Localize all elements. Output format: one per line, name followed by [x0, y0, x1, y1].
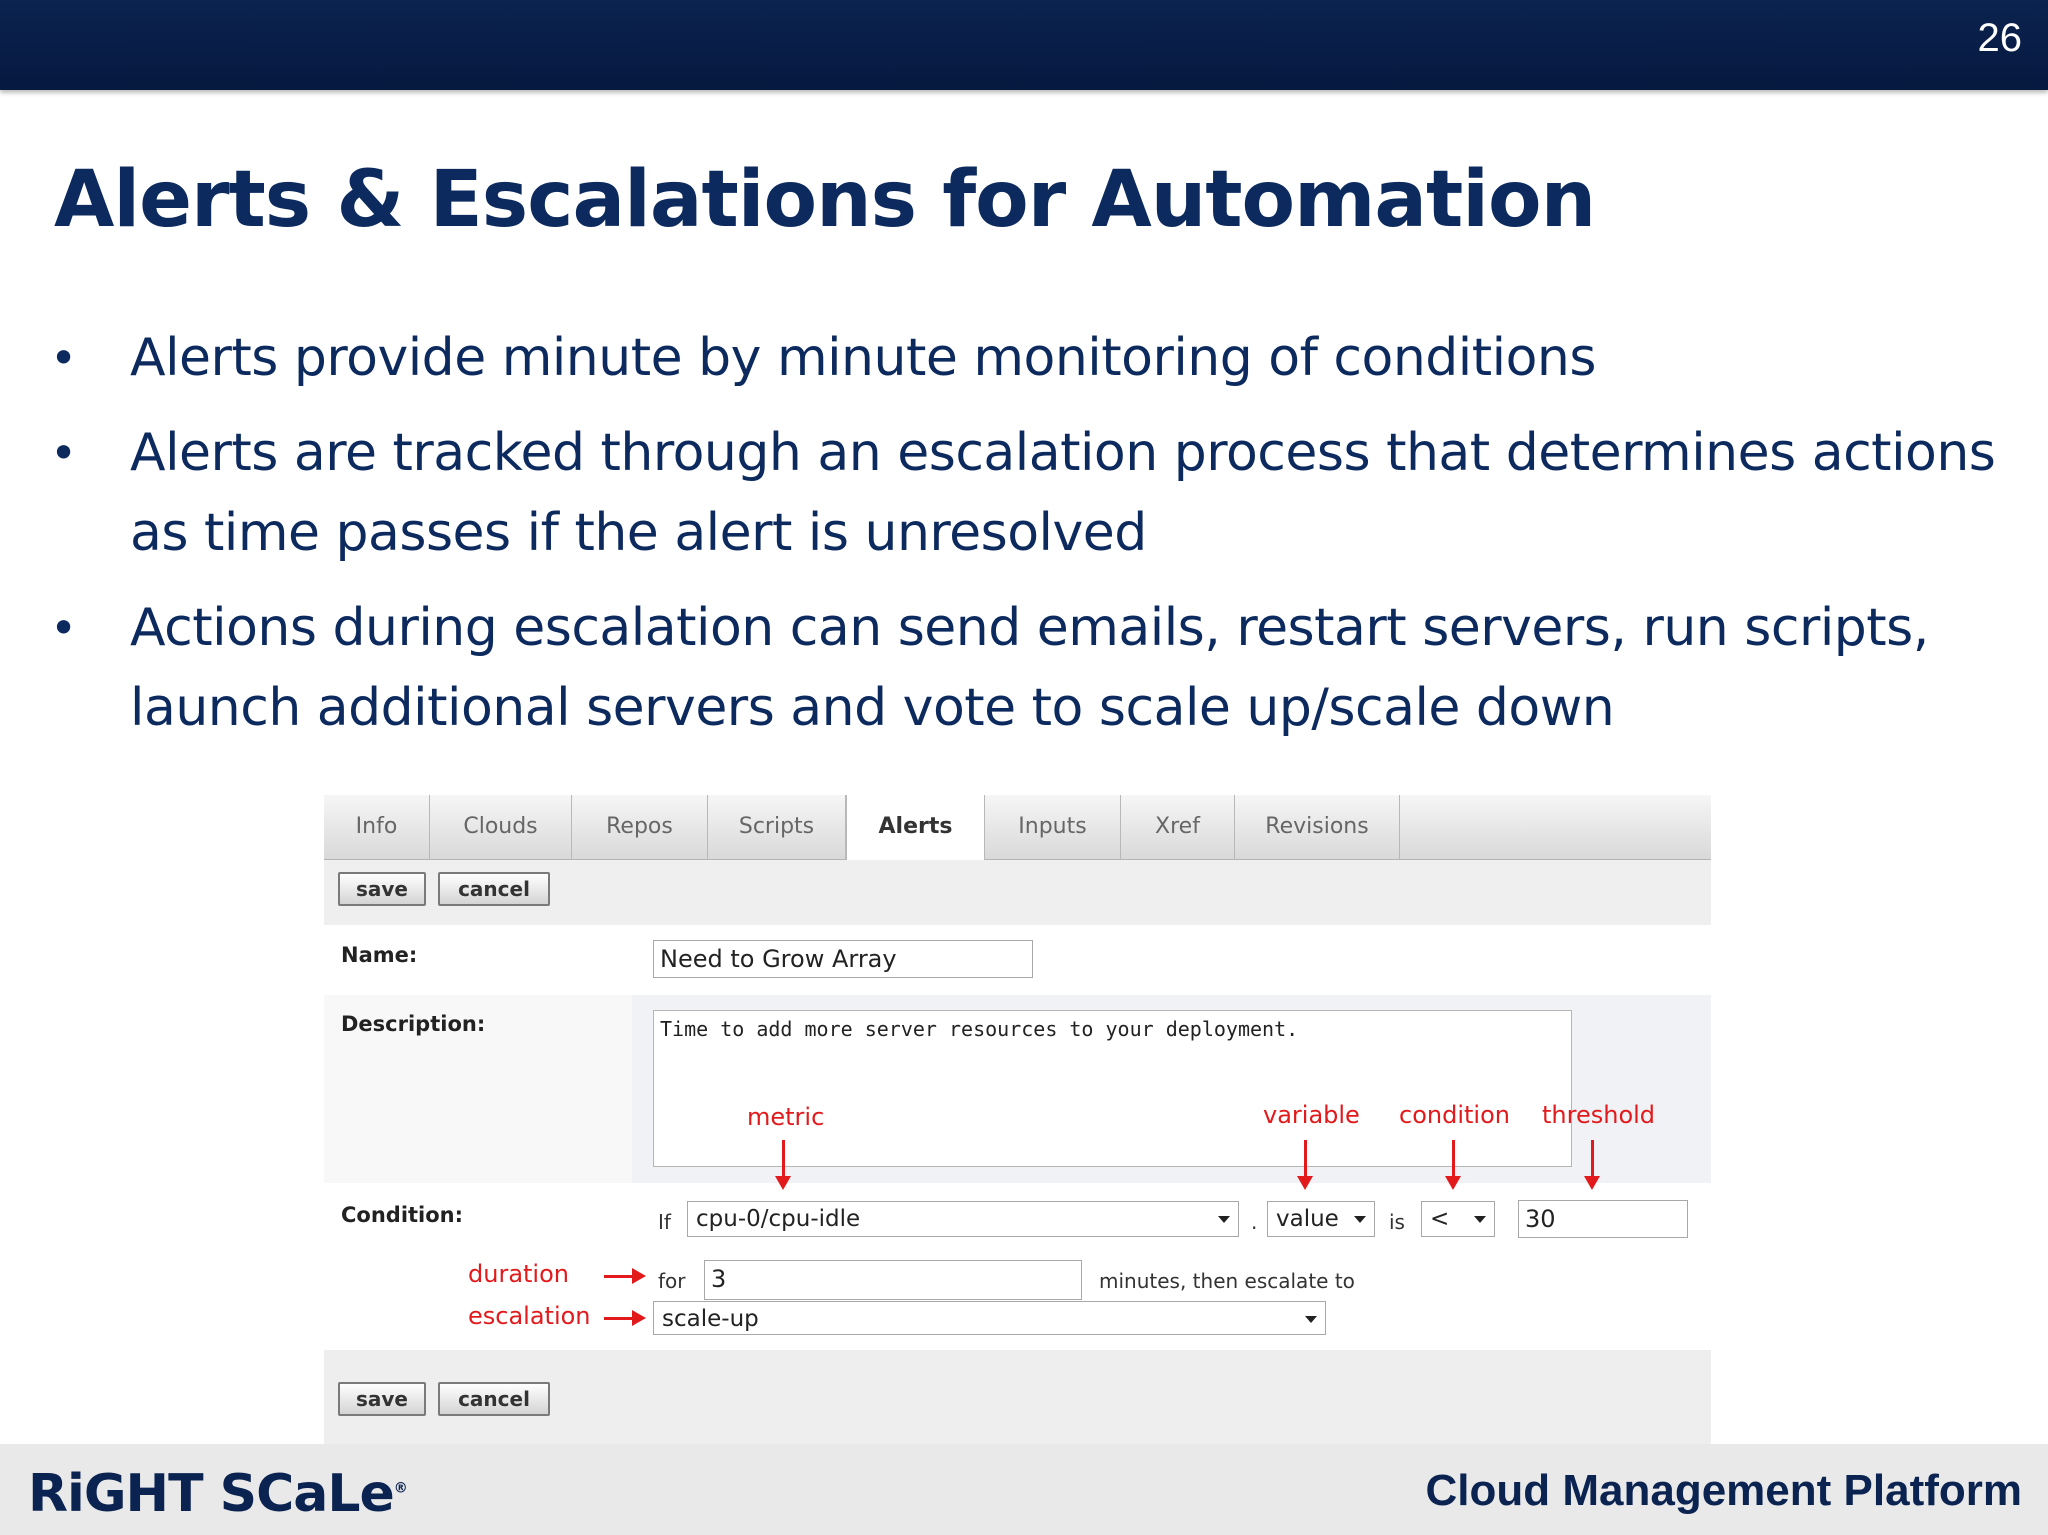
escalation-select[interactable] — [653, 1301, 1326, 1335]
duration-annotation: duration — [468, 1260, 569, 1288]
logo-text: RiGHT SCaLe — [28, 1464, 394, 1524]
escalation-value: scale-up — [662, 1306, 759, 1332]
tab-repos[interactable]: Repos — [572, 795, 708, 859]
name-label: Name: — [341, 943, 418, 967]
tab-info[interactable]: Info — [324, 795, 430, 859]
page-number: 26 — [1977, 16, 2022, 60]
condition-arrow — [1452, 1140, 1455, 1182]
variable-value: value — [1276, 1206, 1339, 1232]
duration-field[interactable]: 3 — [704, 1260, 1082, 1300]
chevron-down-icon — [1305, 1316, 1317, 1323]
threshold-annotation: threshold — [1542, 1101, 1656, 1129]
escalation-annotation: escalation — [468, 1302, 591, 1330]
tab-scripts[interactable]: Scripts — [708, 795, 846, 859]
operator-select[interactable] — [1421, 1201, 1495, 1237]
variable-select[interactable] — [1267, 1201, 1375, 1237]
condition-label: Condition: — [341, 1203, 464, 1227]
tab-alerts[interactable]: Alerts — [846, 795, 985, 860]
variable-annotation: variable — [1263, 1101, 1360, 1129]
header-bar — [0, 0, 2048, 90]
condition-annotation: condition — [1399, 1101, 1510, 1129]
save-button[interactable]: save — [338, 1382, 426, 1416]
tab-revisions[interactable]: Revisions — [1235, 795, 1400, 859]
footer-tagline: Cloud Management Platform — [1425, 1466, 2022, 1515]
description-label: Description: — [341, 1012, 486, 1036]
alert-editor-screenshot — [324, 795, 1711, 1445]
metric-select[interactable] — [687, 1201, 1239, 1237]
is-text: is — [1389, 1210, 1405, 1234]
bottom-button-row — [324, 1370, 1711, 1430]
chevron-down-icon — [1218, 1216, 1230, 1223]
tab-clouds[interactable]: Clouds — [430, 795, 572, 859]
bullet-item: • Alerts provide minute by minute monitoring of conditions — [50, 318, 2010, 398]
escalation-arrow — [604, 1317, 638, 1320]
if-text: If — [658, 1210, 671, 1234]
top-button-row — [324, 860, 1711, 925]
operator-value: < — [1430, 1206, 1450, 1232]
minutes-text: minutes, then escalate to — [1099, 1269, 1355, 1293]
rightscale-logo — [28, 1464, 407, 1524]
name-field[interactable]: Need to Grow Array — [653, 940, 1033, 978]
chevron-down-icon — [1474, 1216, 1486, 1223]
registered-mark: ® — [393, 1480, 407, 1497]
tab-bar — [324, 795, 1711, 860]
threshold-arrow — [1591, 1140, 1594, 1182]
for-text: for — [658, 1269, 686, 1293]
metric-annotation: metric — [747, 1103, 825, 1131]
bullet-item: • Alerts are tracked through an escalation process that determines actions as time passes if the alert is unresolved — [50, 413, 2010, 573]
dot-separator: . — [1251, 1210, 1258, 1234]
save-button[interactable]: save — [338, 872, 426, 906]
bullet-list — [50, 318, 2010, 763]
cancel-button[interactable]: cancel — [438, 1382, 550, 1416]
duration-arrow — [604, 1275, 638, 1278]
cancel-button[interactable]: cancel — [438, 872, 550, 906]
variable-arrow — [1304, 1140, 1307, 1182]
tab-xref[interactable]: Xref — [1121, 795, 1235, 859]
metric-value: cpu-0/cpu-idle — [696, 1206, 861, 1232]
metric-arrow — [782, 1140, 785, 1182]
description-textarea[interactable]: Time to add more server resources to your deployment. — [653, 1010, 1572, 1167]
threshold-field[interactable]: 30 — [1518, 1200, 1688, 1238]
chevron-down-icon — [1354, 1216, 1366, 1223]
bullet-item: • Actions during escalation can send emails, restart servers, run scripts, launch additional servers and vote to scale up/scale down — [50, 588, 2010, 748]
footer — [0, 1444, 2048, 1535]
slide-title: Alerts & Escalations for Automation — [54, 155, 1596, 245]
tab-inputs[interactable]: Inputs — [985, 795, 1121, 859]
